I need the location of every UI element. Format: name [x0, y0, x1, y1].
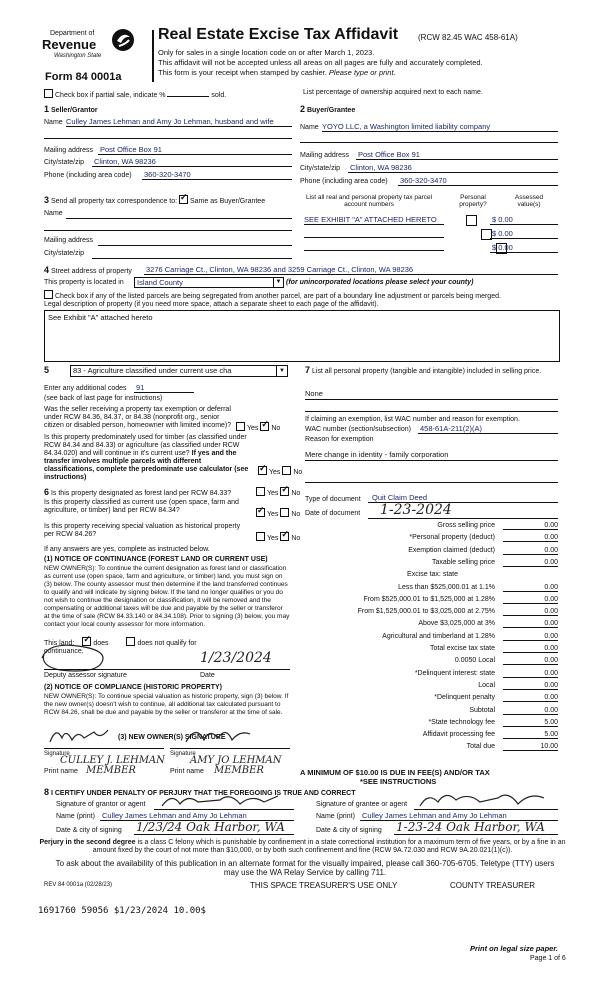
- buyer-name-label: Name: [300, 124, 319, 131]
- tax-row: [300, 547, 558, 558]
- additional-codes-line: [134, 392, 194, 393]
- tax-row: [300, 608, 558, 619]
- assessor-date-label: Date: [200, 672, 215, 679]
- buyer-city-label: City/state/zip: [300, 165, 341, 172]
- dor-logo: [38, 27, 138, 71]
- grantor-date-field[interactable]: 1/23/24 Oak Harbor, WA: [136, 820, 285, 834]
- tax-row-label: Excise tax: state: [407, 571, 458, 579]
- tax-row: [300, 743, 558, 754]
- owner1-print-name[interactable]: CULLEY J. LEHMAN: [60, 755, 165, 766]
- tax-row-value[interactable]: 0.00: [503, 707, 558, 715]
- perjury-notice: Perjury in the second degree is a class C felony which is punishable by confinement in a state correctional institution for a maximum term of five years, or by a fine in an amount fixed by the court of not more than $10,000, or by both such confinement and fine (RCW 9A.72.030 and RCW 9A.20.021(1)(c)).: [39, 839, 566, 854]
- q1-yes-checkbox[interactable]: [236, 422, 245, 431]
- county-select[interactable]: Island County ▼: [134, 277, 284, 288]
- doc-type-label: Type of document: [305, 496, 361, 503]
- buyer-name-line-2: [300, 142, 558, 143]
- sec3-name-line: [66, 218, 292, 219]
- tax-row: [300, 670, 558, 681]
- q1-no-checkbox[interactable]: [260, 422, 269, 431]
- grantee-signature-label: Signature of grantee or agent: [316, 801, 408, 808]
- seller-name-line-2: [44, 138, 292, 139]
- assessed-value-3[interactable]: $ 0.00: [492, 243, 513, 252]
- seller-city-field[interactable]: Clinton, WA 98236: [94, 157, 156, 166]
- tax-row: [300, 645, 558, 656]
- personal-col-header: Personal property?: [459, 194, 487, 208]
- tax-row-value[interactable]: 0.00: [503, 522, 558, 530]
- dept-line3: Washington State: [54, 53, 102, 59]
- tax-row-label: *Personal property (deduct): [409, 534, 495, 542]
- tax-row-label: From $525,000.01 to $1,525,000 at 1.28%: [363, 595, 495, 603]
- tax-row-label: Agricultural and timberland at 1.28%: [382, 632, 495, 640]
- tax-row-label: Gross selling price: [437, 522, 495, 529]
- grantee-date-label: Date & city of signing: [316, 827, 382, 834]
- tax-row-label: *Delinquent interest: state: [414, 669, 495, 677]
- tax-row: [300, 657, 558, 668]
- wac-field[interactable]: 458-61A-211(2)(A): [420, 424, 482, 433]
- legal-paper-note: Print on legal size paper.: [470, 944, 558, 953]
- assessor-signature-scribble: [38, 640, 118, 676]
- tax-row: [300, 731, 558, 742]
- tax-row-label: Taxable selling price: [431, 558, 495, 566]
- use-code-select[interactable]: 83 - Agriculture classified under current use cha ▼: [70, 365, 288, 377]
- sec6-q3: Is this property receiving special valuation as historical property per RCW 84.26?: [44, 523, 241, 538]
- partial-sale-row: Check box if partial sale, indicate % sold.: [44, 89, 226, 99]
- dept-line1: Department of: [50, 30, 95, 37]
- seller-phone-line: [142, 179, 292, 180]
- current-use-no-checkbox[interactable]: [280, 508, 289, 517]
- assessed-col-header: Assessed value(s): [514, 194, 544, 208]
- reason-field[interactable]: Mere change in identity - family corporation: [305, 450, 449, 459]
- sec6-q2-options: ✓Yes No: [256, 508, 300, 518]
- tax-row: [300, 596, 558, 607]
- sec3-heading: 3 Send all property tax correspondence to: ✓ Same as Buyer/Grantee: [44, 195, 265, 205]
- buyer-city-field[interactable]: Clinton, WA 98236: [350, 163, 412, 172]
- seller-city-label: City/state/zip: [44, 159, 85, 166]
- seller-name-line: [66, 126, 292, 127]
- owner1-signature-line: [44, 748, 164, 749]
- tax-row-label: Above $3,025,000 at 3%: [418, 620, 495, 628]
- tax-row-label: *State technology fee: [428, 718, 495, 726]
- owner2-signature-scribble: [184, 722, 254, 746]
- tax-row-value[interactable]: 0.00: [503, 645, 558, 653]
- accessibility-notice: To ask about the availability of this publication in an alternate format for the visually impaired, please call 360-705-6705. Teletype (TTY) users may use the WA Relay Service by calling 711.: [55, 859, 555, 877]
- tax-row-value[interactable]: 0.00: [503, 620, 558, 628]
- additional-codes-field[interactable]: 91: [136, 383, 145, 392]
- continuance-label: continuance.: [44, 648, 84, 655]
- segregated-row: Check box if any of the listed parcels are being segregated from another parcel, are part of a boundary line adjustment or parcels being merged.: [44, 290, 501, 300]
- tax-row-label: Affidavit processing fee: [422, 731, 495, 739]
- grantee-signature-line: [414, 809, 558, 810]
- see-instructions-note: *SEE INSTRUCTIONS: [360, 777, 437, 786]
- buyer-name-field[interactable]: YOYO LLC, a Washington limited liability company: [322, 122, 491, 131]
- parcel-line-2: [304, 237, 444, 238]
- sec3-name-line-2: [44, 230, 292, 231]
- tax-row: [300, 707, 558, 718]
- treasurer-space: THIS SPACE TREASURER'S USE ONLY: [250, 881, 398, 890]
- tax-row-label: Local: [478, 681, 495, 689]
- parcel-entry[interactable]: SEE EXHIBIT "A" ATTACHED HERETO: [304, 215, 437, 224]
- grantor-signature-scribble: [160, 790, 280, 810]
- owner2-signature-label: Signature: [170, 751, 196, 757]
- land-does-not-checkbox[interactable]: [126, 637, 135, 646]
- reason-line-1: [305, 460, 558, 461]
- assessor-date-field[interactable]: 1/23/2024: [200, 650, 272, 666]
- tax-row-label: *Delinquent penalty: [434, 694, 495, 702]
- assessed-value-1[interactable]: $ 0.00: [492, 215, 513, 224]
- additional-codes-label: Enter any additional codes: [44, 385, 127, 392]
- grantor-name-field[interactable]: Culley James Lehman and Amy Jo Lehman: [102, 811, 247, 820]
- sec5-q2-options: ✓Yes No: [258, 466, 302, 476]
- tax-row-value[interactable]: 0.00: [503, 657, 558, 665]
- owner1-signature-scribble: [48, 724, 118, 746]
- tax-row-value[interactable]: 5.00: [503, 731, 558, 739]
- grantor-name-label: Name (print): [56, 813, 95, 820]
- tax-row-value[interactable]: 0.00: [503, 694, 558, 702]
- county-note: (for unincorporated locations please select your county): [286, 279, 474, 286]
- tax-row-value[interactable]: 0.00: [503, 534, 558, 542]
- sec5-q2: Is this property predominately used for timber (as classified under RCW 84.34 and 84.33) or agriculture (as classified under RCW 84.34.020) and will continue in it's current use? If yes and the transfer involves multiple parcels with different classifications, complete the predominate use calculator (see instructions): [44, 434, 249, 481]
- seller-mailing-field[interactable]: Post Office Box 91: [100, 145, 162, 154]
- located-label: This property is located in: [44, 279, 124, 286]
- notice-continuance-text: NEW OWNER(S): To continue the current designation as forest land or classification as current use (open space, farm and agriculture, or timber) land, you must sign on (3) below. The county assessor must then determine if the land transferred continues to qualify and will indicate by signing below. If the land no longer qualifies or you do not wish to continue the designation or classification, it will be removed and the compensating or additional taxes will be due and payable by the seller or transferor at the time of sale (RCW 84.33.140 or 84.34.108). Prior to signing (3) below, you may contact your local county assessor for more information.: [44, 565, 290, 628]
- sec5-q1-options: Yes ✓ No: [236, 422, 280, 432]
- sec5-number: 5: [44, 365, 50, 375]
- parcel-col-header: List all real and personal property tax parcel account numbers: [305, 194, 433, 208]
- tax-row: [300, 633, 558, 644]
- tax-row-value[interactable]: 0.00: [503, 584, 558, 592]
- tax-row-label: Exemption claimed (deduct): [408, 546, 495, 554]
- tax-row: [300, 522, 558, 533]
- rev-number: REV 84 0001a (02/28/23): [44, 882, 113, 888]
- tax-row: [300, 559, 558, 570]
- forest-no-checkbox[interactable]: [280, 487, 289, 496]
- personal-property-field[interactable]: None: [305, 389, 323, 398]
- personal-property-line-2: [305, 411, 558, 412]
- sec5-q1: Was the seller receiving a property tax exemption or deferral under RCW 84.36, 84.37, or 84.38 (nonprofit org., senior citizen or disabled person, homeowner with limited income)?: [44, 406, 232, 429]
- grantee-date-field[interactable]: 1-23-24 Oak Harbor, WA: [396, 820, 545, 834]
- owner1-signature-label: Signature: [44, 751, 70, 757]
- chevron-down-icon: ▼: [273, 278, 283, 287]
- q2-yes-checkbox[interactable]: [258, 466, 267, 475]
- page-number: Page 1 of 6: [530, 955, 566, 962]
- sec6-q3-options: Yes ✓ No: [256, 532, 300, 542]
- sec6-q2: Is this property classified as current use (open space, farm and agriculture, or timber) land per RCW 84.34?: [44, 499, 239, 514]
- owner1-print-name-label: Print name: [44, 768, 78, 775]
- sec3-mailing-label: Mailing address: [44, 237, 94, 244]
- assessed-line-3: [490, 252, 558, 253]
- sec7-heading: 7 List all personal property (tangible and intangible) included in selling price.: [305, 365, 542, 375]
- segregated-checkbox[interactable]: [44, 290, 53, 299]
- seller-city-line: [92, 166, 292, 167]
- tax-row-label: Subtotal: [469, 706, 495, 714]
- header-note-1: Only for sales in a single location code on or after March 1, 2023.: [158, 48, 375, 57]
- buyer-mailing-label: Mailing address: [300, 152, 350, 159]
- historic-no-checkbox[interactable]: [280, 532, 289, 541]
- owner2-title[interactable]: MEMBER: [214, 765, 264, 776]
- tax-row-value[interactable]: 5.00: [503, 719, 558, 727]
- seller-phone-field[interactable]: 360-320-3470: [144, 170, 191, 179]
- land-qualify-row: This land: ✓ does does not qualify for: [44, 637, 197, 647]
- exemption-label: If claiming an exemption, list WAC number and reason for exemption.: [305, 416, 520, 423]
- tax-row-label: 0.0050 Local: [454, 657, 495, 665]
- tax-row-value[interactable]: 0.00: [503, 596, 558, 604]
- tax-row-value[interactable]: 0.00: [503, 547, 558, 555]
- header-note-2: This affidavit will not be accepted unless all areas on all pages are fully and accurately completed.: [158, 58, 483, 67]
- wac-line: [418, 433, 558, 434]
- seller-heading: 1 Seller/Grantor: [44, 104, 98, 114]
- tax-row-label: Less than $525,000.01 at 1.1%: [398, 583, 495, 591]
- tax-row: [300, 682, 558, 693]
- header-divider: [152, 30, 154, 82]
- tax-row-label: From $1,525,000.01 to $3,025,000 at 2.75%: [357, 608, 495, 616]
- legal-label: Legal description of property (if you need more space, attach a separate sheet to each page of the affidavit).: [44, 301, 379, 308]
- tax-row-value[interactable]: 0.00: [503, 608, 558, 616]
- grantor-date-line: [134, 834, 294, 835]
- legal-description-text: See Exhibit "A" attached hereto: [48, 313, 153, 322]
- tax-row: [300, 719, 558, 730]
- seller-name-label: Name: [44, 119, 63, 126]
- buyer-name-line: [322, 131, 558, 132]
- form-title: Real Estate Excise Tax Affidavit: [158, 26, 399, 43]
- assessed-line-2: [490, 238, 558, 239]
- doc-type-field[interactable]: Quit Claim Deed: [372, 493, 428, 502]
- owner1-title[interactable]: MEMBER: [86, 765, 136, 776]
- owner2-print-name-label: Print name: [170, 768, 204, 775]
- tax-row-label: Total due: [466, 743, 495, 751]
- sec6-q1: 6 Is this property designated as forest land per RCW 84.33?: [44, 487, 232, 497]
- new-owner-signature-heading: (3) NEW OWNER(S) SIGNATURE: [118, 734, 226, 741]
- deputy-signature-label: Deputy assessor signature: [44, 672, 127, 679]
- sec3-mailing-line: [98, 245, 292, 246]
- property-address-field[interactable]: 3276 Carriage Ct., Clinton, WA 98236 and 3259 Carriage Ct., Clinton, WA 98236: [146, 265, 414, 274]
- seller-phone-label: Phone (including area code): [44, 172, 132, 179]
- doc-date-label: Date of document: [305, 510, 361, 517]
- buyer-mailing-field[interactable]: Post Office Box 91: [358, 150, 420, 159]
- current-use-yes-checkbox[interactable]: [256, 508, 265, 517]
- historic-yes-checkbox[interactable]: [256, 532, 265, 541]
- notice-compliance-heading: (2) NOTICE OF COMPLIANCE (HISTORIC PROPERTY): [44, 684, 222, 691]
- sec8-heading: 8 I CERTIFY UNDER PENALTY OF PERJURY THAT THE FOREGOING IS TRUE AND CORRECT: [44, 787, 356, 797]
- deputy-signature-line: [44, 669, 290, 670]
- tax-row: [300, 694, 558, 705]
- wac-label: WAC number (section/subsection): [305, 426, 411, 433]
- minimum-due-note: A MINIMUM OF $10.00 IS DUE IN FEE(S) AND/OR TAX: [300, 768, 490, 777]
- tax-row: [300, 571, 558, 582]
- county-treasurer: COUNTY TREASURER: [450, 881, 536, 890]
- parcel-line-1: [304, 224, 444, 225]
- grantee-name-field[interactable]: Culley James Lehman and Amy Jo Lehman: [362, 811, 507, 820]
- notice-continuance-heading: (1) NOTICE OF CONTINUANCE (FOREST LAND OR CURRENT USE): [44, 556, 268, 563]
- notice-compliance-text: NEW OWNER(S): To continue special valuation as historic property, sign (3) below. If the new owner(s) doesn't wish to continue, all additional tax calculated pursuant to RCW 84.26, shall be due and payable by the seller or transferor at the time of sale.: [44, 693, 289, 716]
- assessed-line-1: [490, 224, 558, 225]
- q2-no-checkbox[interactable]: [282, 466, 291, 475]
- personal-prop-checkbox-1[interactable]: [466, 215, 477, 226]
- property-address-line: [144, 274, 558, 275]
- form-statute: (RCW 82.45 WAC 458-61A): [418, 33, 518, 42]
- sec6-q1-options: Yes ✓ No: [256, 487, 300, 497]
- dept-line2: Revenue: [42, 37, 97, 52]
- tax-row: [300, 534, 558, 545]
- grantee-signature-scribble: [418, 788, 548, 810]
- same-as-buyer-checkbox[interactable]: [179, 195, 188, 204]
- seller-mailing-line: [98, 154, 292, 155]
- owner2-print-name[interactable]: AMY JO LEHMAN: [190, 755, 282, 766]
- personal-property-line-1: [305, 399, 558, 400]
- form-number: Form 84 0001a: [45, 71, 122, 83]
- assessed-value-2[interactable]: $ 0.00: [492, 229, 513, 238]
- buyer-mailing-line: [356, 159, 558, 160]
- forest-yes-checkbox[interactable]: [256, 487, 265, 496]
- grantor-signature-line: [154, 809, 294, 810]
- tax-row-value[interactable]: 10.00: [503, 743, 558, 751]
- grantor-signature-label: Signature of grantor or agent: [56, 801, 146, 808]
- receipt-stamp: 1691760 59056 $1/23/2024 10.00$: [38, 906, 206, 916]
- parcel-line-3: [304, 250, 444, 251]
- seller-mailing-label: Mailing address: [44, 147, 94, 154]
- tax-row-value[interactable]: 0.00: [503, 670, 558, 678]
- tax-row-value[interactable]: 0.00: [503, 633, 558, 641]
- buyer-heading: 2 Buyer/Grantee: [300, 104, 356, 114]
- reason-label: Reason for exemption: [305, 436, 374, 443]
- doc-date-field[interactable]: 1-23-2024: [380, 502, 452, 518]
- reason-line-2: [305, 482, 558, 483]
- sec3-city-label: City/state/zip: [44, 250, 85, 257]
- tax-row: [300, 620, 558, 631]
- doc-date-line: [368, 518, 558, 519]
- header-note-3: This form is your receipt when stamped by cashier. Please type or print.: [158, 68, 396, 77]
- grantee-name-label: Name (print): [316, 813, 355, 820]
- owner2-signature-line: [170, 748, 290, 749]
- tax-row-value[interactable]: 0.00: [503, 682, 558, 690]
- partial-sale-checkbox[interactable]: [44, 89, 53, 98]
- sec6-note: If any answers are yes, complete as instructed below.: [44, 546, 210, 553]
- see-back-note: (see back of last page for instructions): [44, 395, 163, 402]
- buyer-city-line: [348, 172, 558, 173]
- tax-row-value[interactable]: 0.00: [503, 559, 558, 567]
- grantor-date-label: Date & city of signing: [56, 827, 122, 834]
- sec3-city-line: [92, 258, 292, 259]
- buyer-phone-field[interactable]: 360-320-3470: [400, 176, 447, 185]
- buyer-phone-line: [398, 185, 558, 186]
- seller-name-field[interactable]: Culley James Lehman and Amy Jo Lehman, husband and wife: [66, 117, 274, 126]
- sec3-name-label: Name: [44, 210, 63, 217]
- buyer-phone-label: Phone (including area code): [300, 178, 388, 185]
- chevron-down-icon: ▼: [276, 366, 287, 376]
- tax-row: [300, 584, 558, 595]
- grantee-date-line: [394, 834, 558, 835]
- ownership-note: List percentage of ownership acquired next to each name.: [303, 89, 483, 96]
- legal-description-box[interactable]: [44, 310, 560, 362]
- tax-row-label: Total excise tax state: [430, 645, 495, 652]
- sec4-heading: 4 Street address of property: [44, 265, 132, 275]
- dor-swirl-icon: [110, 27, 136, 53]
